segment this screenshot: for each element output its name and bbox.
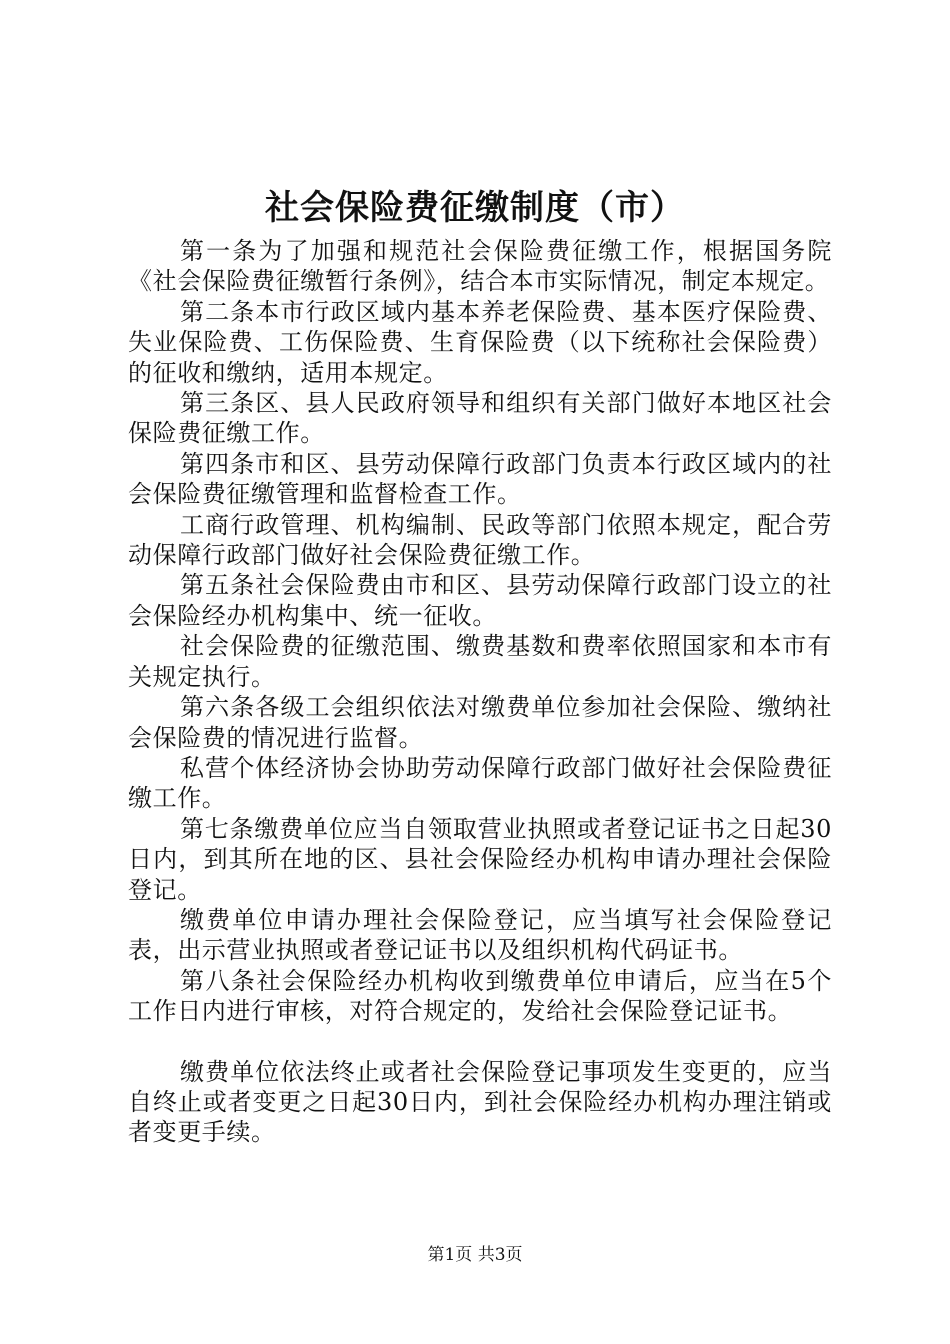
- paragraph: 第一条为了加强和规范社会保险费征缴工作，根据国务院《社会保险费征缴暂行条例》，结合本市实际情况，制定本规定。: [128, 237, 832, 296]
- paragraph: 社会保险费的征缴范围、缴费基数和费率依照国家和本市有关规定执行。: [128, 632, 832, 691]
- page-number-footer: 第1页 共3页: [427, 1245, 523, 1265]
- paragraph: 缴费单位依法终止或者社会保险登记事项发生变更的，应当自终止或者变更之日起30日内，到社会保险经办机构办理注销或者变更手续。: [128, 1057, 832, 1147]
- paragraph: 第八条社会保险经办机构收到缴费单位申请后，应当在5个工作日内进行审核，对符合规定的，发给社会保险登记证书。: [128, 966, 832, 1026]
- document-body: [128, 236, 832, 1148]
- paragraph: 工商行政管理、机构编制、民政等部门依照本规定，配合劳动保障行政部门做好社会保险费征缴工作。: [128, 510, 832, 570]
- paragraph: 第五条社会保险费由市和区、县劳动保障行政部门设立的社会保险经办机构集中、统一征收。: [128, 571, 832, 630]
- paragraph: 第二条本市行政区域内基本养老保险费、基本医疗保险费、失业保险费、工伤保险费、生育保险费（以下统称社会保险费）的征收和缴纳，适用本规定。: [128, 297, 832, 387]
- paragraph: 第三条区、县人民政府领导和组织有关部门做好本地区社会保险费征缴工作。: [128, 389, 832, 448]
- paragraph: 第六条各级工会组织依法对缴费单位参加社会保险、缴纳社会保险费的情况进行监督。: [128, 693, 832, 752]
- paragraph: 缴费单位申请办理社会保险登记，应当填写社会保险登记表，出示营业执照或者登记证书以及组织机构代码证书。: [128, 905, 832, 965]
- document-title: 社会保险费征缴制度（市）: [265, 188, 685, 228]
- paragraph: 私营个体经济协会协助劳动保障行政部门做好社会保险费征缴工作。: [128, 753, 832, 813]
- paragraph: 第四条市和区、县劳动保障行政部门负责本行政区域内的社会保险费征缴管理和监督检查工作。: [128, 449, 832, 509]
- paragraph: 第七条缴费单位应当自领取营业执照或者登记证书之日起30日内，到其所在地的区、县社会保险经办机构申请办理社会保险登记。: [128, 814, 832, 904]
